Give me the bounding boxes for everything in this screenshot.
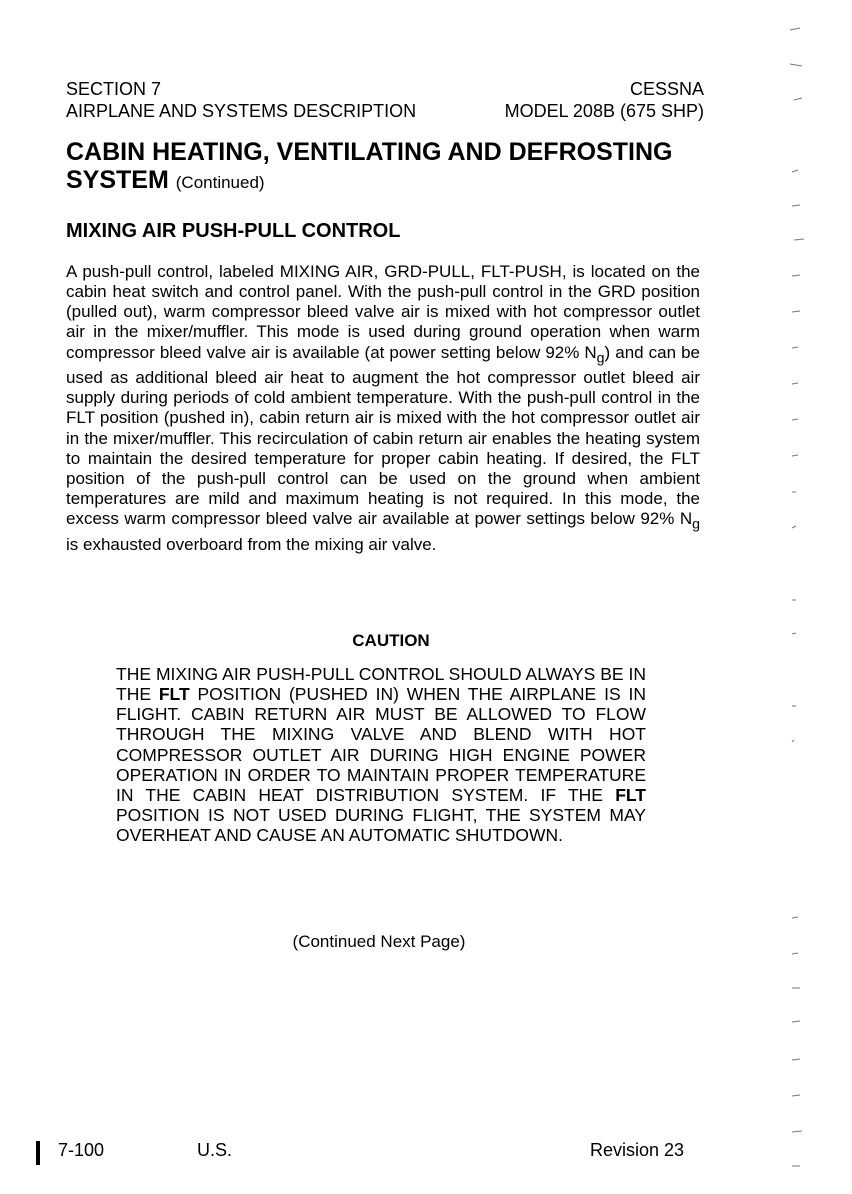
- model-label: MODEL 208B (675 SHP): [504, 101, 704, 121]
- caution-part-1: THE MIXING AIR PUSH-PULL CONTROL SHOULD ALWAYS BE IN THE: [116, 664, 646, 705]
- caution-flt-1: FLT: [158, 684, 190, 705]
- edition-label: U.S.: [197, 1140, 233, 1160]
- caution-flt-2: FLT: [615, 784, 646, 805]
- body-part-2: ) and can be used as additional bleed air heat to augment the hot compressor outlet bleed air supply during periods of cold ambient temperature. With the push-pull control in the FLT position (pushed in), cabin return air is mixed with the hot compressor outlet air in the mixer/muffler. This recirculation of cabin return air enables the heating system to maintain the desired temperature for proper cabin heating. If desired, the FLT position of the push-pull control can be used on the ground when ambient temperatures are mild and maximum heating is not required. In this mode, the excess warm compressor bleed valve air available at power settings below 92% N: [66, 342, 700, 529]
- continued-next-page: (Continued Next Page): [292, 932, 466, 951]
- revision-bar: [36, 1141, 40, 1165]
- chapter-label: AIRPLANE AND SYSTEMS DESCRIPTION: [66, 101, 417, 121]
- title-system: SYSTEM: [66, 166, 169, 194]
- section-label: SECTION 7: [66, 79, 162, 99]
- caution-part-2: POSITION (PUSHED IN) WHEN THE AIRPLANE IS IN FLIGHT. CABIN RETURN AIR MUST BE ALLOWED TO FLOW THROUGH THE MIXING VALVE AND BLEND WITH HOT COMPRESSOR OUTLET AIR DURING HIGH ENGINE POWER OPERATION IN ORDER TO MAINTAIN PROPER TEMPERATURE IN THE CABIN HEAT DISTRIBUTION SYSTEM. IF THE: [116, 684, 646, 805]
- header-row-1: [66, 79, 704, 99]
- body-part-3: is exhausted overboard from the mixing air valve.: [66, 534, 437, 554]
- ng-subscript-2: g: [692, 516, 700, 533]
- header-row-2: [66, 101, 704, 121]
- scan-edge-marks: [762, 0, 852, 1194]
- body-paragraph: [66, 262, 700, 555]
- body-part-1: A push-pull control, labeled MIXING AIR, GRD-PULL, FLT-PUSH, is located on the cabin heat switch and control panel. With the push-pull control in the GRD position (pulled out), warm compressor bleed valve air is mixed with hot compressor outlet air in the mixer/muffler. This mode is used during ground operation when warm compressor bleed valve air is available (at power setting below 92% N: [66, 262, 700, 362]
- page-title: [66, 138, 726, 197]
- title-line-1: CABIN HEATING, VENTILATING AND DEFROSTING: [66, 138, 673, 166]
- caution-text: [116, 664, 646, 845]
- title-continued: (Continued): [175, 173, 265, 192]
- caution-part-3: POSITION IS NOT USED DURING FLIGHT, THE SYSTEM MAY OVERHEAT AND CAUSE AN AUTOMATIC SHUTDOWN.: [116, 805, 646, 846]
- title-line-2: [66, 166, 726, 197]
- revision-label: Revision 23: [590, 1140, 685, 1160]
- manufacturer-label: CESSNA: [629, 79, 704, 99]
- page-number: 7-100: [58, 1140, 105, 1160]
- section-subheading: MIXING AIR PUSH-PULL CONTROL: [66, 220, 401, 242]
- ng-subscript-1: g: [596, 350, 605, 367]
- caution-label: CAUTION: [352, 631, 430, 650]
